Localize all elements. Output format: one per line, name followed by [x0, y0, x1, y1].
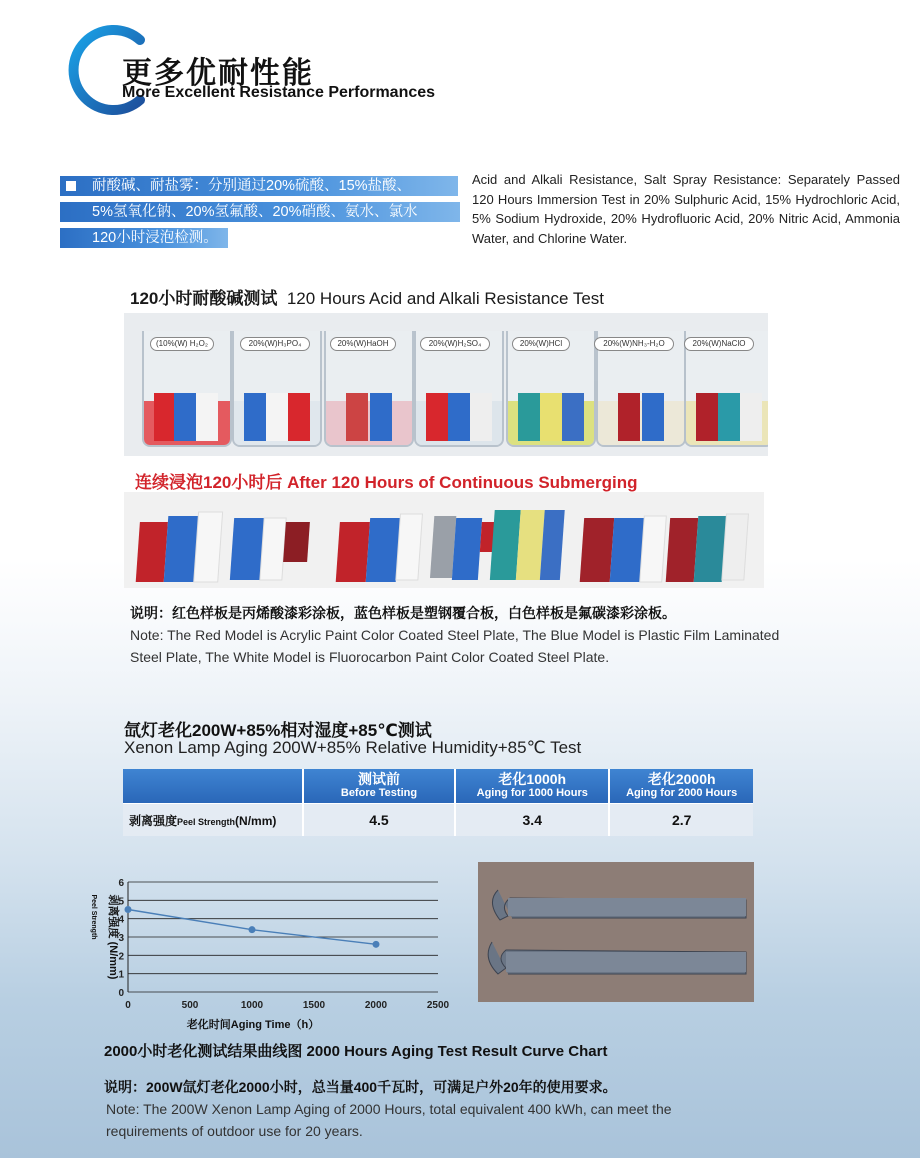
y-tick-label: 1: [118, 969, 124, 981]
intro-band-line-2: 5%氢氧化钠、20%氢氟酸、20%硝酸、氨水、氯水: [60, 202, 460, 222]
intro-english: Acid and Alkali Resistance, Salt Spray Resistance: Separately Passed 120 Hours Immersion Test in 20% Sulphuric Acid, 15% Hydrochloric Acid, 5% Sodium Hydroxide, 20% Hydrofluoric Acid, 20% Nitric Acid, Ammonia Water, and Chlorine Water.: [472, 172, 900, 246]
table-cell: 2.7: [609, 804, 753, 837]
x-tick-label: 1500: [302, 1000, 326, 1011]
x-tick-label: 1000: [240, 1000, 264, 1011]
table-cell: 3.4: [455, 804, 609, 837]
y-tick-label: 3: [118, 933, 124, 944]
data-point: [125, 906, 132, 913]
xenon-note-zh: 说明：200W氙灯老化2000小时，总当量400千瓦时，可满足户外20年的使用要求。: [104, 1079, 617, 1095]
beaker-label: 20%(W)H₂SO₄: [420, 337, 490, 351]
table-row: [123, 804, 753, 837]
row-label: 剥离强度Peel Strength(N/mm): [123, 804, 303, 837]
intro-band-line-1: 耐酸碱、耐盐雾：分别通过20%硫酸、15%盐酸、: [60, 176, 458, 196]
intro-band-line-3: 120小时浸泡检测。: [60, 228, 228, 248]
page-subtitle: More Excellent Resistance Performances: [122, 84, 436, 101]
x-tick-label: 0: [125, 1000, 131, 1011]
table-header-cell: 老化2000h Aging for 2000 Hours: [609, 769, 753, 804]
page-title: 更多优耐性能: [122, 57, 314, 90]
y-tick-label: 5: [118, 896, 124, 908]
table-cell: 4.5: [303, 804, 455, 837]
table-header-cell: 老化1000h Aging for 1000 Hours: [455, 769, 609, 804]
peeled-strips-photo: [478, 862, 754, 1002]
beaker-label: 20%(W)H₃PO₄: [240, 337, 310, 351]
samples-after-photo: [124, 492, 764, 588]
y-tick-label: 2: [118, 951, 124, 963]
beaker-label: 20%(W)NaClO: [684, 337, 754, 351]
y-tick-label: 0: [118, 988, 124, 999]
beaker-label: 20%(W)NH₃-H₂O: [594, 337, 674, 351]
peel-strength-chart: [84, 872, 454, 1032]
xenon-heading-en: Xenon Lamp Aging 200W+85% Relative Humidity+85℃ Test: [124, 738, 582, 757]
acid-note-en: Note: The Red Model is Acrylic Paint Color Coated Steel Plate, The Blue Model is Plastic Film Laminated Steel Plate, The White Model is Fluorocarbon Paint Color Coated Steel Plate.: [130, 627, 780, 665]
strips-illustration: [478, 862, 754, 1002]
beaker-label: 20%(W)HaOH: [330, 337, 396, 351]
y-axis-label: 剥离强度 (N/mm): [107, 894, 119, 980]
after-submerging-heading: 连续浸泡120小时后 After 120 Hours of Continuous Submerging: [135, 473, 638, 492]
beaker-label: 20%(W)HCl: [512, 337, 570, 351]
table-header-cell: 测试前 Before Testing: [303, 769, 455, 804]
data-point: [249, 926, 256, 933]
x-tick-label: 2000: [364, 1000, 388, 1011]
table-header-empty: [123, 769, 303, 804]
xenon-heading-zh: 氙灯老化200W+85%相对湿度+85℃测试: [124, 721, 432, 740]
acid-test-heading-zh: 120小时耐酸碱测试: [130, 289, 278, 308]
samples-illustration: [124, 492, 764, 588]
beaker-label: (10%(W) H₂O₂: [150, 337, 214, 351]
table-header-row: [123, 769, 753, 804]
x-tick-label: 500: [181, 1000, 199, 1011]
xenon-note-en: Note: The 200W Xenon Lamp Aging of 2000 Hours, total equivalent 400 kWh, can meet the requirements of outdoor use for 20 years.: [106, 1101, 672, 1139]
data-point: [373, 941, 380, 948]
acid-note-zh: 说明：红色样板是丙烯酸漆彩涂板，蓝色样板是塑钢覆合板，白色样板是氟碳漆彩涂板。: [130, 605, 676, 621]
acid-test-heading: [130, 284, 604, 309]
x-axis-label: 老化时间Aging Time（h）: [186, 1019, 320, 1031]
peel-strength-table: [123, 769, 753, 836]
y-axis-label-en: Peel Strength: [90, 894, 97, 940]
acid-test-heading-en: 120 Hours Acid and Alkali Resistance Test: [286, 289, 605, 308]
y-tick-label: 6: [118, 878, 124, 889]
beakers-photo: [124, 313, 768, 456]
chart-caption: 2000小时老化测试结果曲线图 2000 Hours Aging Test Result Curve Chart: [104, 1043, 608, 1060]
y-tick-label: 4: [118, 914, 124, 926]
x-tick-label: 2500: [426, 1000, 450, 1011]
square-bullet-icon: [66, 181, 76, 191]
